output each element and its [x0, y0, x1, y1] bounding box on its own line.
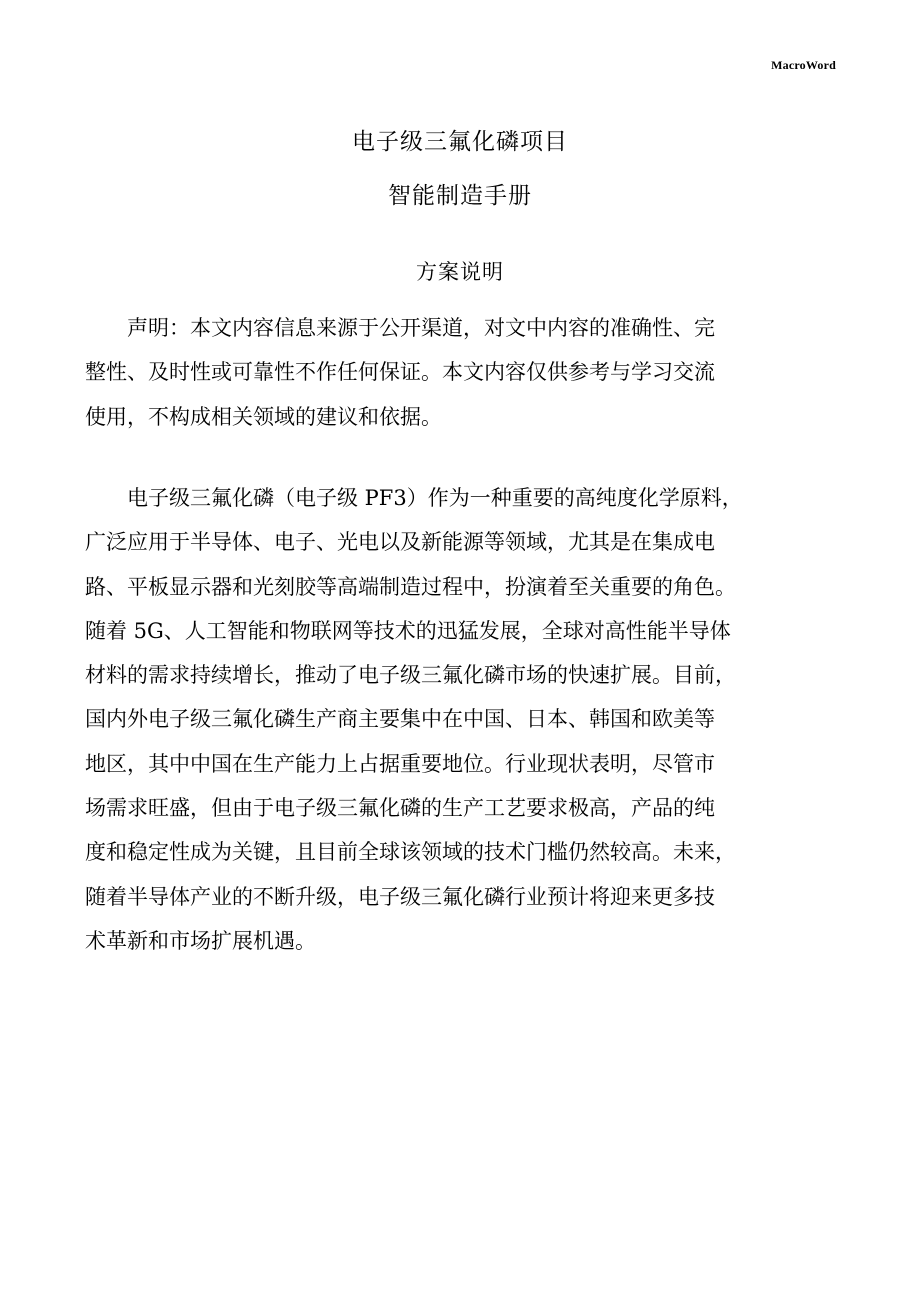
intro-paragraph: [85, 476, 875, 963]
paragraph-line: 广泛应用于半导体、电子、光电以及新能源等领域，尤其是在集成电: [85, 530, 715, 555]
section-heading: 方案说明: [416, 260, 504, 284]
paragraph-line: 国内外电子级三氟化磷生产商主要集中在中国、日本、韩国和欧美等: [85, 707, 715, 732]
paragraph-line: 地区，其中中国在生产能力上占据重要地位。行业现状表明，尽管市: [85, 751, 715, 776]
paragraph-line: 随着半导体产业的不断升级，电子级三氟化磷行业预计将迎来更多技: [85, 884, 715, 909]
paragraph-line: 材料的需求持续增长，推动了电子级三氟化磷市场的快速扩展。目前，: [85, 663, 736, 688]
header-brand: MacroWord: [771, 58, 836, 72]
paragraph-line: 声明：本文内容信息来源于公开渠道，对文中内容的准确性、完: [85, 316, 715, 340]
paragraph-line: 整性、及时性或可靠性不作任何保证。本文内容仅供参考与学习交流: [85, 360, 715, 385]
document-title-line-2: 智能制造手册: [388, 183, 532, 209]
paragraph-line: 使用，不构成相关领域的建议和依据。: [85, 404, 442, 429]
paragraph-line: 电子级三氟化磷（电子级 PF3）作为一种重要的高纯度化学原料，: [85, 486, 743, 510]
paragraph-line: 场需求旺盛，但由于电子级三氟化磷的生产工艺要求极高，产品的纯: [85, 796, 715, 821]
document-title-line-1: 电子级三氟化磷项目: [352, 129, 568, 155]
paragraph-line: 度和稳定性成为关键，且目前全球该领域的技术门槛仍然较高。未来，: [85, 840, 736, 865]
paragraph-line: 术革新和市场扩展机遇。: [85, 928, 316, 953]
disclaimer-paragraph: [85, 306, 875, 439]
paragraph-line: 路、平板显示器和光刻胶等高端制造过程中，扮演着至关重要的角色。: [85, 574, 736, 599]
paragraph-line: 随着 5G、人工智能和物联网等技术的迅猛发展，全球对高性能半导体: [85, 618, 731, 643]
